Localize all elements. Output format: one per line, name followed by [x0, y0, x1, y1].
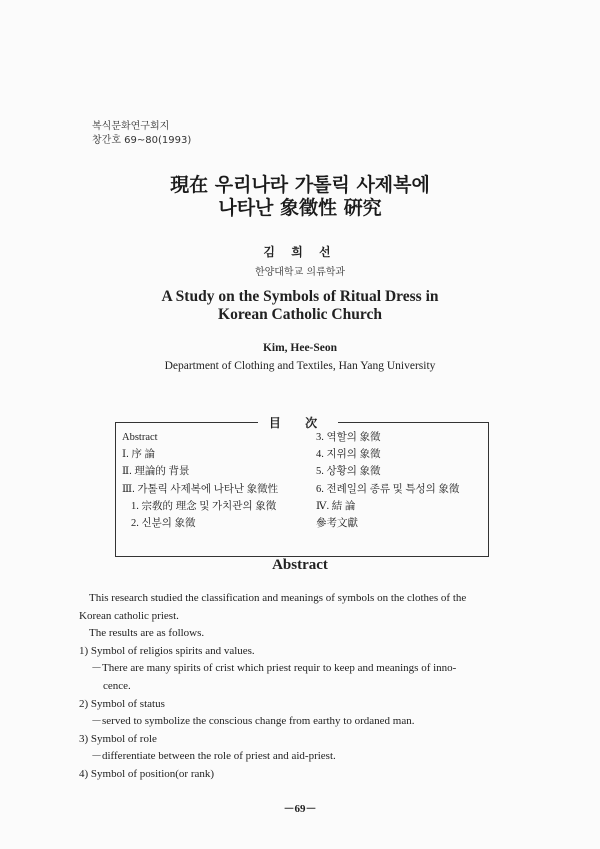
toc-right-column [316, 429, 459, 532]
toc-item: 2. 신분의 象徵 [131, 518, 196, 530]
abstract-line: 2) Symbol of status [79, 697, 165, 710]
abstract-line: Korean catholic priest. [79, 609, 179, 622]
toc-item: Abstract [122, 432, 158, 443]
toc-item: Ⅰ. 序 論 [122, 449, 156, 461]
title-ko-line1: 現在 우리나라 가톨릭 사제복에 [170, 174, 430, 196]
toc-item: Ⅱ. 理論的 背景 [122, 466, 190, 478]
title-en-line2: Korean Catholic Church [218, 306, 382, 323]
abstract-line: 1) Symbol of religios spirits and values. [79, 644, 255, 657]
toc-item: 6. 전례일의 종류 및 특성의 象徵 [316, 483, 460, 495]
toc-item: 1. 宗敎的 理念 및 가치관의 象徵 [131, 500, 277, 512]
title-ko-line2: 나타난 象徵性 硏究 [218, 197, 382, 219]
journal-header [92, 120, 191, 148]
abstract-line: －served to symbolize the conscious change from earthy to ordaned man. [91, 715, 415, 728]
toc-item: 5. 상황의 象徵 [316, 466, 381, 478]
abstract-body [79, 590, 529, 784]
page-number: －69－ [283, 803, 317, 815]
affiliation-en: Department of Clothing and Textiles, Han Yang University [164, 360, 436, 372]
abstract-line: －differentiate between the role of priest and aid-priest. [91, 750, 336, 763]
author-ko: 김 희 선 [263, 245, 337, 259]
abstract-line: 3) Symbol of role [79, 732, 157, 745]
toc-item: 參考文獻 [316, 518, 358, 530]
title-en-line1: A Study on the Symbols of Ritual Dress in [161, 288, 439, 305]
author-en: Kim, Hee-Seon [262, 342, 338, 354]
abstract-heading: Abstract [272, 557, 328, 573]
abstract-line: The results are as follows. [89, 627, 205, 640]
journal-name: 복식문화연구회지 [92, 121, 170, 132]
toc-heading: 目 次 [268, 416, 328, 430]
affiliation-ko: 한양대학교 의류학과 [254, 267, 346, 278]
toc-item: Ⅳ. 結 論 [316, 500, 356, 512]
abstract-line: cence. [103, 679, 131, 692]
toc-divider [338, 422, 488, 423]
toc-left-column [122, 429, 278, 532]
toc-item: 4. 지위의 象徵 [316, 449, 381, 461]
abstract-line: －There are many spirits of crist which priest requir to keep and meanings of inno- [91, 662, 457, 675]
journal-issue: 창간호 69~80(1993) [92, 135, 192, 146]
toc-divider [115, 422, 258, 423]
toc-item: 3. 역할의 象徵 [316, 432, 381, 443]
toc-item: Ⅲ. 가톨릭 사제복에 나타난 象徵性 [122, 483, 279, 495]
abstract-line: 4) Symbol of position(or rank) [79, 767, 215, 780]
abstract-line: This research studied the classification and meanings of symbols on the clothes of the [89, 592, 467, 604]
